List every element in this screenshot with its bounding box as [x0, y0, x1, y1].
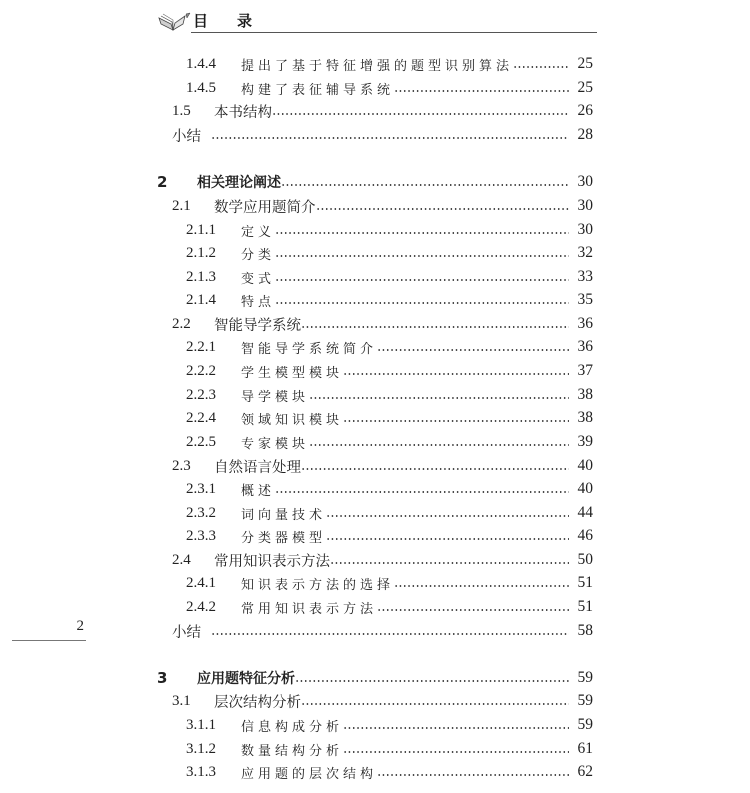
toc-entry-page: 28 — [577, 126, 593, 143]
dot-leader — [343, 714, 573, 736]
toc-entry-number: 3.1 — [172, 692, 191, 709]
toc-entry-page: 59 — [577, 692, 593, 709]
toc-entry-title: 学生模型模块 — [241, 365, 344, 381]
toc-entry[interactable] — [0, 124, 750, 146]
dot-leader — [211, 124, 573, 146]
toc-entry-page: 25 — [577, 79, 593, 96]
toc-entry[interactable] — [0, 242, 750, 264]
toc-entry-page: 40 — [577, 480, 593, 497]
dot-leader — [326, 525, 573, 547]
toc-entry-page: 59 — [577, 669, 593, 686]
toc-entry[interactable] — [0, 219, 750, 241]
toc-entry-title: 自然语言处理 — [214, 459, 301, 476]
toc-entry-title: 分类 — [241, 247, 276, 263]
toc-entry-title: 分类器模型 — [241, 530, 327, 546]
toc-entry-page: 40 — [577, 457, 593, 474]
header-title-char: 目 — [193, 12, 209, 30]
toc-entry-title: 概述 — [241, 483, 276, 499]
toc-entry-number: 3.1.2 — [186, 740, 216, 757]
dot-leader — [394, 572, 573, 594]
toc-entry-number: 2.4.2 — [186, 598, 216, 615]
toc-entry-page: 32 — [577, 244, 593, 261]
toc-entry-page: 36 — [577, 338, 593, 355]
toc-entry[interactable] — [0, 549, 750, 571]
toc-entry-page: 38 — [577, 386, 593, 403]
toc-entry-number: 1.4.4 — [186, 55, 216, 72]
toc-entry-title: 词向量技术 — [241, 507, 327, 523]
toc-entry-number: 2.1.1 — [186, 221, 216, 238]
dot-leader — [211, 620, 573, 642]
toc-entry-title: 数量结构分析 — [241, 743, 344, 759]
dot-leader — [275, 242, 573, 264]
toc-entry-page: 37 — [577, 362, 593, 379]
page-folio — [12, 618, 86, 642]
toc-entry-title: 应用题特征分析 — [197, 671, 295, 687]
dot-leader — [377, 596, 573, 618]
toc-entry[interactable] — [0, 407, 750, 429]
dot-leader — [309, 384, 573, 406]
toc-entry-number: 3.1.3 — [186, 763, 216, 780]
dot-leader — [377, 761, 573, 783]
toc-entry-title: 应用题的层次结构 — [241, 766, 378, 782]
toc-entry-number: 1.5 — [172, 102, 191, 119]
dot-leader — [275, 289, 573, 311]
toc-entry-number: 2.3.3 — [186, 527, 216, 544]
toc-entry-number: 2.2.4 — [186, 409, 216, 426]
toc-entry-title: 知识表示方法的选择 — [241, 577, 395, 593]
dot-leader — [343, 360, 573, 382]
toc-entry-page: 51 — [577, 574, 593, 591]
toc-entry-title: 常用知识表示方法 — [214, 553, 330, 570]
toc-entry-page: 36 — [577, 315, 593, 332]
toc-entry[interactable] — [0, 100, 750, 122]
dot-leader — [513, 53, 573, 75]
toc-entry-number: 3 — [157, 669, 168, 687]
toc-entry-number: 2.2.2 — [186, 362, 216, 379]
toc-entry-page: 30 — [577, 221, 593, 238]
toc-entry[interactable] — [0, 289, 750, 311]
header-title-char: 录 — [237, 12, 253, 30]
toc-entry-number: 2.2.3 — [186, 386, 216, 403]
toc-entry[interactable] — [0, 596, 750, 618]
dot-leader — [394, 77, 573, 99]
toc-entry-number: 1.4.5 — [186, 79, 216, 96]
toc-entry-title: 专家模块 — [241, 436, 310, 452]
toc-entry-page: 51 — [577, 598, 593, 615]
toc-entry-number: 2.2 — [172, 315, 191, 332]
dot-leader — [301, 455, 573, 477]
page-number: 2 — [76, 618, 84, 634]
toc-entry-number: 2.4 — [172, 551, 191, 568]
toc-entry[interactable] — [0, 336, 750, 358]
toc-entry-number: 2.1.2 — [186, 244, 216, 261]
toc-entry[interactable] — [0, 77, 750, 99]
toc-entry-number: 2.3.2 — [186, 504, 216, 521]
toc-entry[interactable] — [0, 502, 750, 524]
dot-leader — [377, 336, 573, 358]
toc-entry[interactable] — [0, 572, 750, 594]
toc-entry-title: 领域知识模块 — [241, 412, 344, 428]
toc-entry-page: 30 — [577, 197, 593, 214]
dot-leader — [330, 549, 573, 571]
dot-leader — [301, 690, 573, 712]
toc-entry-page: 35 — [577, 291, 593, 308]
toc-entry-title: 变式 — [241, 271, 276, 287]
toc-entry-title: 信息构成分析 — [241, 719, 344, 735]
toc-entry[interactable] — [0, 313, 750, 335]
toc-entry-page: 50 — [577, 551, 593, 568]
toc-entry-number: 3.1.1 — [186, 716, 216, 733]
dot-leader — [343, 407, 573, 429]
toc-entry-page: 26 — [577, 102, 593, 119]
toc-entry[interactable] — [0, 455, 750, 477]
toc-entry-title: 提出了基于特征增强的题型识别算法 — [241, 58, 514, 74]
dot-leader — [275, 478, 573, 500]
open-book-icon — [157, 12, 191, 32]
dot-leader — [275, 266, 573, 288]
toc-entry-title: 层次结构分析 — [214, 694, 301, 711]
toc-entry-number: 2.1.4 — [186, 291, 216, 308]
toc-entry[interactable] — [0, 714, 750, 736]
toc-entry[interactable] — [0, 667, 750, 689]
toc-entry-number: 2.4.1 — [186, 574, 216, 591]
toc-entry[interactable] — [0, 195, 750, 217]
toc-entry-page: 46 — [577, 527, 593, 544]
dot-leader — [275, 219, 573, 241]
toc-entry[interactable] — [0, 431, 750, 453]
toc-entry-page: 33 — [577, 268, 593, 285]
header-rule — [191, 32, 597, 33]
toc-entry[interactable] — [0, 266, 750, 288]
page-header — [157, 8, 597, 34]
toc-entry-number: 2.3.1 — [186, 480, 216, 497]
toc-entry[interactable] — [0, 171, 750, 193]
dot-leader — [301, 313, 573, 335]
toc-entry-page: 58 — [577, 622, 593, 639]
dot-leader — [316, 195, 574, 217]
toc-entry-page: 62 — [577, 763, 593, 780]
toc-entry[interactable] — [0, 525, 750, 547]
toc-entry[interactable] — [0, 360, 750, 382]
toc-entry[interactable] — [0, 478, 750, 500]
toc-entry-number: 2.1 — [172, 197, 191, 214]
dot-leader — [309, 431, 573, 453]
toc-entry-title: 构建了表征辅导系统 — [241, 82, 395, 98]
toc-entry-page: 39 — [577, 433, 593, 450]
dot-leader — [281, 171, 573, 193]
toc-entry-page: 59 — [577, 716, 593, 733]
toc-entry-title: 导学模块 — [241, 389, 310, 405]
toc-entry-title: 特点 — [241, 294, 276, 310]
toc-entry-number: 2.1.3 — [186, 268, 216, 285]
toc-entry-number: 2.2.1 — [186, 338, 216, 355]
toc-entry-page: 61 — [577, 740, 593, 757]
toc-entry-title: 小结 — [172, 128, 201, 145]
toc-entry[interactable] — [0, 690, 750, 712]
dot-leader — [272, 100, 573, 122]
folio-rule — [12, 640, 86, 641]
toc-entry-title: 常用知识表示方法 — [241, 601, 378, 617]
toc-entry[interactable] — [0, 738, 750, 760]
toc-entry[interactable] — [0, 620, 750, 642]
toc-entry[interactable] — [0, 761, 750, 783]
toc-entry-title: 相关理论阐述 — [197, 175, 281, 191]
toc-entry-title: 智能导学系统 — [214, 317, 301, 334]
toc-entry[interactable] — [0, 53, 750, 75]
toc-entry-page: 38 — [577, 409, 593, 426]
toc-entry-title: 数学应用题简介 — [214, 199, 316, 216]
dot-leader — [326, 502, 573, 524]
toc-entry-page: 44 — [577, 504, 593, 521]
toc-entry-number: 2.2.5 — [186, 433, 216, 450]
dot-leader — [343, 738, 573, 760]
toc-entry-title: 定义 — [241, 224, 276, 240]
toc-entry-title: 小结 — [172, 624, 201, 641]
toc-entry-page: 25 — [577, 55, 593, 72]
toc-entry-number: 2.3 — [172, 457, 191, 474]
toc-entry[interactable] — [0, 384, 750, 406]
toc-entry-number: 2 — [157, 173, 168, 191]
dot-leader — [295, 667, 573, 689]
toc-entry-title: 本书结构 — [214, 104, 272, 121]
toc-entry-title: 智能导学系统简介 — [241, 341, 378, 357]
toc-entry-page: 30 — [577, 173, 593, 190]
